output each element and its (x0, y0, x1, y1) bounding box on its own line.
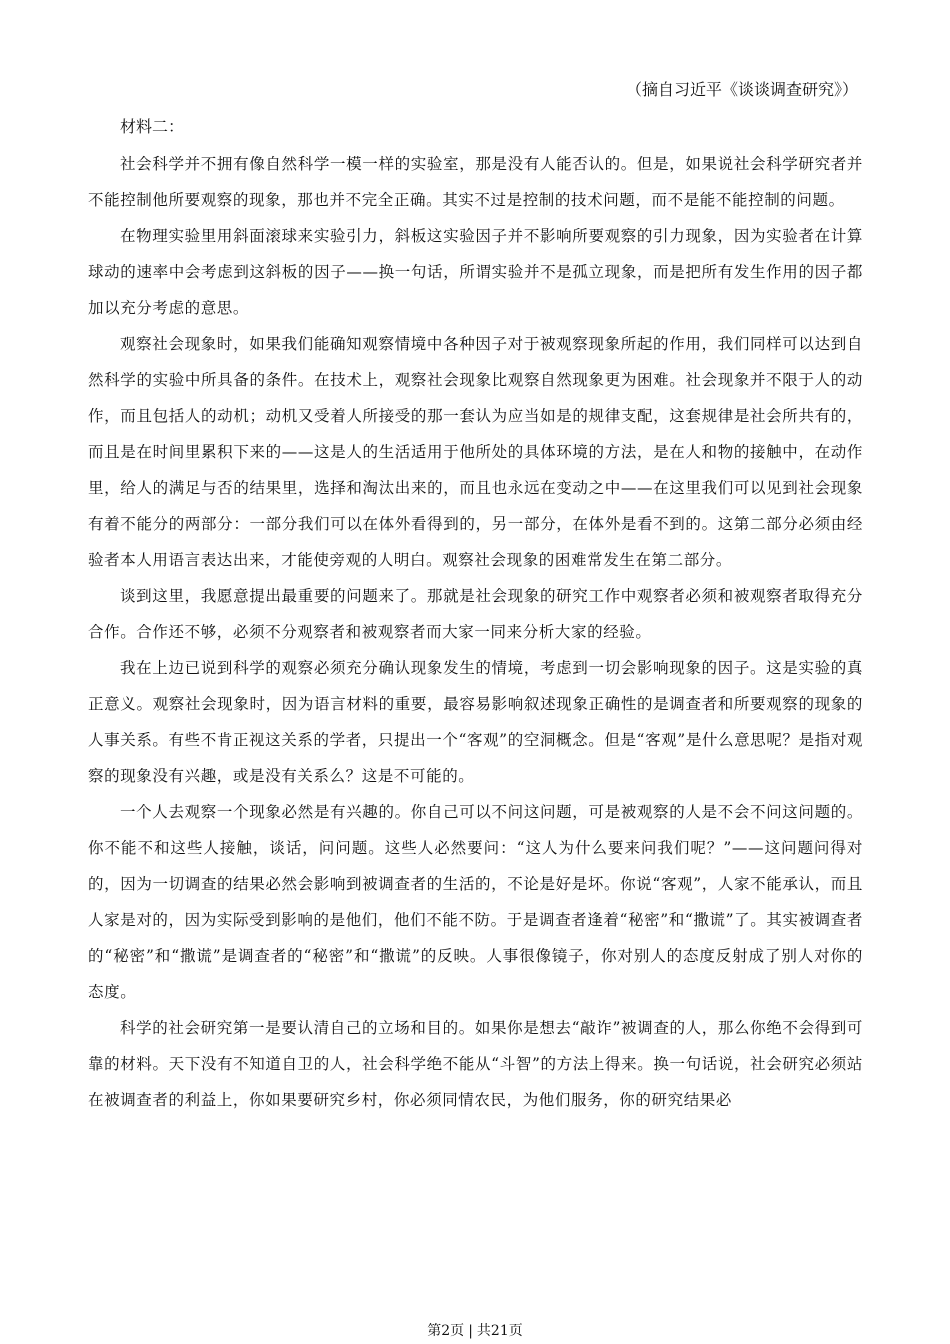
paragraph-4: 谈到这里，我愿意提出最重要的问题来了。那就是社会现象的研究工作中观察者必须和被观察者取得充分合作。合作还不够，必须不分观察者和被观察者而大家一同来分析大家的经验。 (88, 587, 863, 641)
body-text (88, 146, 863, 1118)
paragraph-3: 观察社会现象时，如果我们能确知观察情境中各种因子对于被观察现象所起的作用，我们同样可以达到自然科学的实验中所具备的条件。在技术上，观察社会现象比观察自然现象更为困难。社会现象并不限于人的动作，而且包括人的动机；动机又受着人所接受的那一套认为应当如是的规律支配，这套规律是社会所共有的，而且是在时间里累积下来的——这是人的生活适用于他所处的具体环境的方法，是在人和物的接触中，在动作里，给人的满足与否的结果里，选择和淘汰出来的，而且也永远在变动之中——在这里我们可以见到社会现象有着不能分的两部分：一部分我们可以在体外看得到的，另一部分，在体外是看不到的。这第二部分必须由经验者本人用语言表达出来，才能使旁观的人明白。观察社会现象的困难常发生在第二部分。 (88, 335, 863, 569)
paragraph-5: 我在上边已说到科学的观察必须充分确认现象发生的情境，考虑到一切会影响现象的因子。这是实验的真正意义。观察社会现象时，因为语言材料的重要，最容易影响叙述现象正确性的是调查者和所要观察的现象的人事关系。有些不肯正视这关系的学者，只提出一个“客观”的空洞概念。但是“客观”是什么意思呢？是指对观察的现象没有兴趣，或是没有关系么？这是不可能的。 (88, 659, 863, 785)
paragraph-7: 科学的社会研究第一是要认清自己的立场和目的。如果你是想去“敲诈”被调查的人，那么你绝不会得到可靠的材料。天下没有不知道自卫的人，社会科学绝不能从“斗智”的方法上得来。换一句话说，社会研究必须站在被调查者的利益上，你如果要研究乡村，你必须同情农民，为他们服务，你的研究结果必 (88, 1019, 863, 1109)
page-footer (0, 1322, 950, 1340)
paragraph-6: 一个人去观察一个现象必然是有兴趣的。你自己可以不问这问题，可是被观察的人是不会不问这问题的。你不能不和这些人接触，谈话，问问题。这些人必然要问：“这人为什么要来问我们呢？”——这问题问得对的，因为一切调查的结果必然会影响到被调查者的生活的，不论是好是坏。你说“客观”，人家不能承认，而且人家是对的，因为实际受到影响的是他们，他们不能不防。于是调查者逢着“秘密”和“撒谎”了。其实被调查者的“秘密”和“撒谎”是调查者的“秘密”和“撒谎”的反映。人事很像镜子，你对别人的态度反射成了别人对你的态度。 (88, 803, 863, 1001)
paragraph-2: 在物理实验里用斜面滚球来实验引力，斜板这实验因子并不影响所要观察的引力现象，因为实验者在计算球动的速率中会考虑到这斜板的因子——换一句话，所谓实验并不是孤立现象，而是把所有发生作用的因子都加以充分考虑的意思。 (88, 227, 863, 317)
source-citation: （摘自习近平《谈谈调查研究》） (625, 80, 858, 99)
paragraph-1: 社会科学并不拥有像自然科学一模一样的实验室，那是没有人能否认的。但是，如果说社会科学研究者并不能控制他所要观察的现象，那也并不完全正确。其实不过是控制的技术问题，而不是能不能控制的问题。 (88, 155, 863, 209)
section-label: 材料二： (120, 117, 185, 136)
page-number-total: 共21页 (476, 1323, 523, 1339)
page-number-separator: | (468, 1323, 473, 1339)
page-number-current: 第2页 (427, 1323, 465, 1339)
